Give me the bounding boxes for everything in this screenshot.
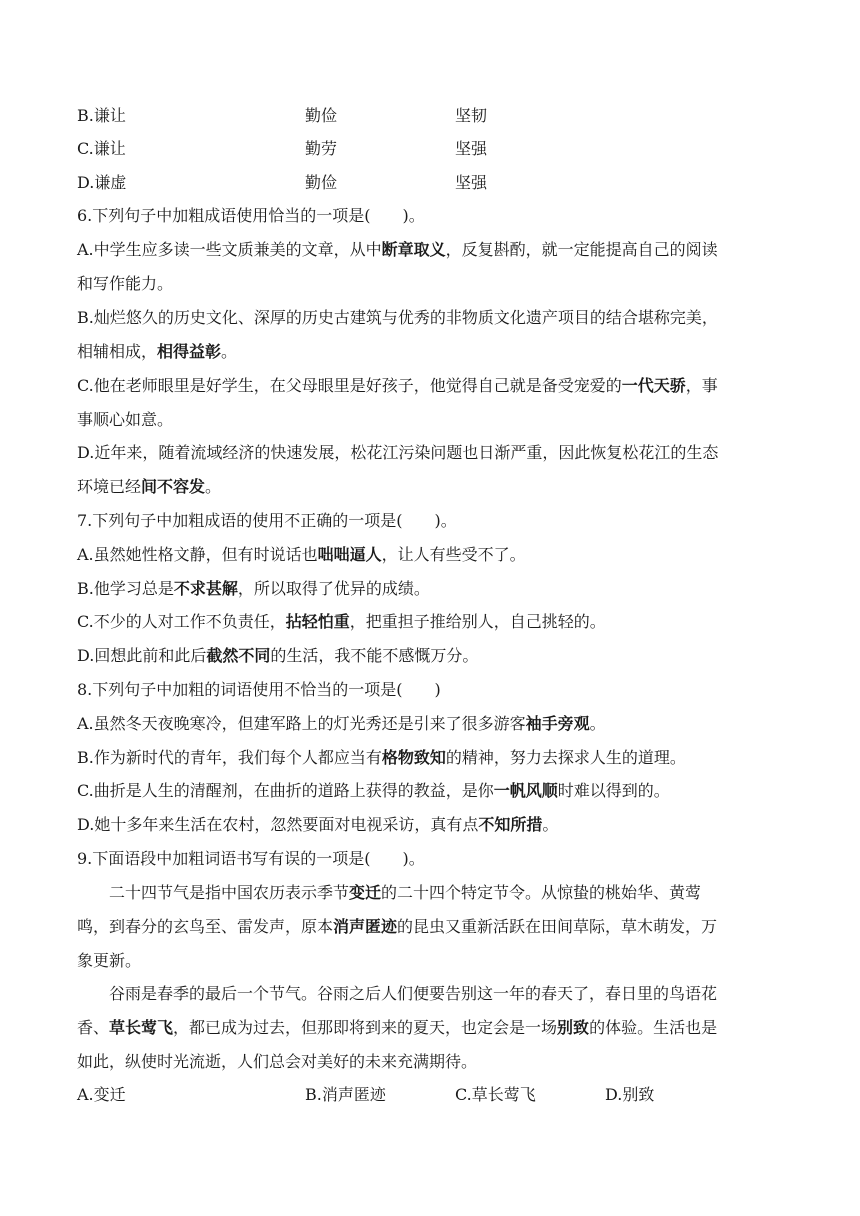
q6-option-a-cont: 和写作能力。 <box>77 274 174 293</box>
bold-idiom: 一帆风顺 <box>493 781 558 800</box>
q6-option-b-cont: 相辅相成，相得益彰。 <box>77 342 238 361</box>
bold-idiom: 拈轻怕重 <box>285 612 350 631</box>
q6-option-b: B.灿烂悠久的历史文化、深厚的历史古建筑与优秀的非物质文化遗产项目的结合堪称完美， <box>77 308 718 327</box>
q6-option-d-cont: 环境已经间不容发。 <box>77 477 222 496</box>
q6-option-c-cont: 事顺心如意。 <box>77 410 174 429</box>
q6-option-d: D.近年来，随着流域经济的快速发展，松花江污染问题也日渐严重，因此恢复松花江的生态 <box>77 443 719 462</box>
bold-idiom: 不求甚解 <box>173 579 238 598</box>
bold-idiom: 截然不同 <box>206 646 271 665</box>
bold-idiom: 断章取义 <box>381 240 446 259</box>
q8-option-d: D.她十多年来生活在农村，忽然要面对电视采访，真有点不知所措。 <box>77 815 559 834</box>
q9-passage-p1-line1: 二十四节气是指中国农历表示季节变迁的二十四个特定节令。从惊蛰的桃始华、黄莺 <box>109 883 702 902</box>
bold-idiom: 间不容发 <box>141 477 206 496</box>
q9-option-d: D.别致 <box>605 1085 655 1104</box>
q5-option-b: B.谦让 勤俭 坚韧 <box>77 106 488 125</box>
bold-word: 草长莺飞 <box>109 1018 174 1037</box>
q5-option-c: C.谦让 勤劳 坚强 <box>77 139 488 158</box>
q9-option-a: A.变迁 <box>77 1085 126 1104</box>
q5-option-d: D.谦虚 勤俭 坚强 <box>77 173 488 192</box>
bold-word: 变迁 <box>349 883 382 902</box>
bold-idiom: 袖手旁观 <box>525 714 590 733</box>
bold-idiom: 不知所措 <box>478 815 543 834</box>
q9-passage-p1-line3: 象更新。 <box>77 951 142 970</box>
q9-stem: 9.下面语段中加粗词语书写有误的一项是( )。 <box>77 849 425 868</box>
bold-idiom: 相得益彰 <box>157 342 222 361</box>
q7-option-b: B.他学习总是不求甚解，所以取得了优异的成绩。 <box>77 579 430 598</box>
q9-passage-p2-line1: 谷雨是春季的最后一个节气。谷雨之后人们便要告别这一年的春天了，春日里的鸟语花 <box>109 984 718 1003</box>
bold-idiom: 格物致知 <box>381 748 446 767</box>
bold-idiom: 咄咄逼人 <box>317 545 382 564</box>
q7-option-c: C.不少的人对工作不负责任，拈轻怕重，把重担子推给别人，自己挑轻的。 <box>77 612 606 631</box>
q8-option-b: B.作为新时代的青年，我们每个人都应当有格物致知的精神，努力去探求人生的道理。 <box>77 748 686 767</box>
q9-options <box>77 1085 655 1105</box>
bold-word: 消声匿迹 <box>333 917 398 936</box>
q8-option-a: A.虽然冬天夜晚寒冷，但建军路上的灯光秀还是引来了很多游客袖手旁观。 <box>77 714 606 733</box>
q9-option-c: C.草长莺飞 <box>455 1085 536 1104</box>
bold-idiom: 一代天骄 <box>621 376 686 395</box>
q8-stem: 8.下列句子中加粗的词语使用不恰当的一项是( ) <box>77 680 441 699</box>
q6-option-a: A.中学生应多读一些文质兼美的文章，从中断章取义，反复斟酌，就一定能提高自己的阅读 <box>77 240 718 259</box>
q6-stem: 6.下列句子中加粗成语使用恰当的一项是( )。 <box>77 206 425 225</box>
q8-option-c: C.曲折是人生的清醒剂，在曲折的道路上获得的教益，是你一帆风顺时难以得到的。 <box>77 781 670 800</box>
q7-option-d: D.回想此前和此后截然不同的生活，我不能不感慨万分。 <box>77 646 479 665</box>
q7-option-a: A.虽然她性格文静，但有时说话也咄咄逼人，让人有些受不了。 <box>77 545 526 564</box>
q9-passage-p2-line2: 香、草长莺飞，都已成为过去，但那即将到来的夏天，也定会是一场别致的体验。生活也是 <box>77 1018 718 1037</box>
bold-word: 别致 <box>557 1018 590 1037</box>
q7-stem: 7.下列句子中加粗成语的使用不正确的一项是( )。 <box>77 511 457 530</box>
q9-passage-p2-line3: 如此，纵使时光流逝，人们总会对美好的未来充满期待。 <box>77 1052 478 1071</box>
q6-option-c: C.他在老师眼里是好学生，在父母眼里是好孩子，他觉得自己就是备受宠爱的一代天骄，事 <box>77 376 718 395</box>
q9-option-b: B.消声匿迹 <box>305 1085 386 1104</box>
q9-passage-p1-line2: 鸣，到春分的玄鸟至、雷发声，原本消声匿迹的昆虫又重新活跃在田间草际，草木萌发，万 <box>77 917 718 936</box>
